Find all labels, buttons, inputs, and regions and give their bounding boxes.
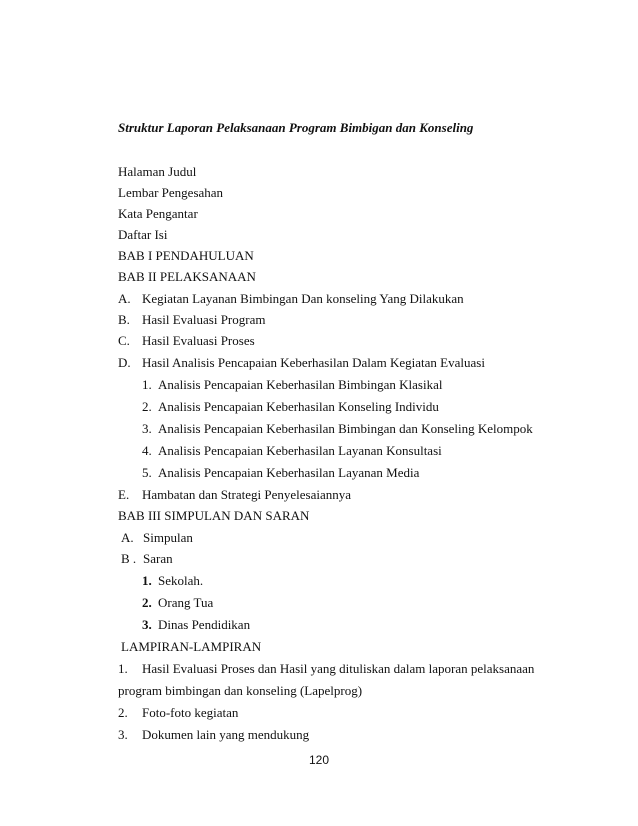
line-bab2-b (118, 312, 265, 328)
line-text: Orang Tua (158, 595, 214, 610)
line-lembar-pengesahan (118, 185, 223, 201)
line-marker: E. (118, 487, 130, 502)
line-marker: B. (118, 312, 130, 327)
line-text: Daftar Isi (118, 227, 168, 242)
line-d-4 (142, 443, 442, 459)
line-bab3-a (121, 530, 193, 546)
line-marker: 3. (142, 617, 152, 632)
line-marker: 2. (142, 595, 152, 610)
line-d-2 (142, 399, 439, 415)
line-lampiran (121, 639, 261, 655)
line-text: Hasil Analisis Pencapaian Keberhasilan Dalam Kegiatan Evaluasi (142, 355, 485, 370)
line-text: Analisis Pencapaian Keberhasilan Konseling Individu (158, 399, 439, 414)
line-text: program bimbingan dan konseling (Lapelprog) (118, 683, 363, 698)
line-halaman-judul (118, 164, 196, 180)
line-text: Saran (143, 551, 173, 566)
line-marker: 3. (118, 727, 128, 742)
line-text: Analisis Pencapaian Keberhasilan Layanan Konsultasi (158, 443, 442, 458)
line-text: Dinas Pendidikan (158, 617, 251, 632)
line-bab2-a (118, 291, 464, 307)
line-text: Kata Pengantar (118, 206, 198, 221)
line-text: BAB III SIMPULAN DAN SARAN (118, 508, 310, 523)
line-marker: 4. (142, 443, 152, 458)
line-marker: 2. (142, 399, 152, 414)
line-saran-3 (142, 617, 250, 633)
line-marker: 1. (118, 661, 128, 676)
line-saran-1 (142, 573, 203, 589)
line-bab2-d (118, 355, 485, 371)
line-marker: B . (121, 551, 137, 566)
line-kata-pengantar (118, 206, 198, 222)
line-lampiran-1 (118, 661, 534, 677)
line-d-3 (142, 421, 533, 437)
line-d-1 (142, 377, 442, 393)
line-marker: C. (118, 333, 130, 348)
line-text: Hasil Evaluasi Program (142, 312, 266, 327)
line-text: Hasil Evaluasi Proses (142, 333, 255, 348)
line-text: Analisis Pencapaian Keberhasilan Bimbingan dan Konseling Kelompok (158, 421, 533, 436)
line-daftar-isi (118, 227, 167, 243)
line-bab2-c (118, 333, 255, 349)
line-text: Analisis Pencapaian Keberhasilan Bimbingan Klasikal (158, 377, 443, 392)
line-text: LAMPIRAN-LAMPIRAN (121, 639, 262, 654)
line-text: Foto-foto kegiatan (142, 705, 239, 720)
line-text: BAB II PELAKSANAAN (118, 269, 256, 284)
line-marker: 5. (142, 465, 152, 480)
line-lampiran-2 (118, 705, 238, 721)
line-text: Lembar Pengesahan (118, 185, 224, 200)
line-lampiran-1-cont (118, 683, 362, 699)
line-text: Sekolah. (158, 573, 204, 588)
line-marker: A. (121, 530, 134, 545)
line-text: Dokumen lain yang mendukung (142, 727, 310, 742)
line-marker: 3. (142, 421, 152, 436)
document-title: Struktur Laporan Pelaksanaan Program Bimbigan dan Konseling (118, 120, 474, 135)
line-marker: 1. (142, 377, 152, 392)
line-text: BAB I PENDAHULUAN (118, 248, 254, 263)
line-text: Simpulan (143, 530, 193, 545)
page-number: 120 (308, 753, 330, 767)
line-text: Hasil Evaluasi Proses dan Hasil yang dituliskan dalam laporan pelaksanaan (142, 661, 535, 676)
line-text: Halaman Judul (118, 164, 197, 179)
line-text: Hambatan dan Strategi Penyelesaiannya (142, 487, 352, 502)
line-bab-1 (118, 248, 254, 264)
line-bab3-b (121, 551, 173, 567)
line-marker: 2. (118, 705, 128, 720)
line-bab-3 (118, 508, 309, 524)
line-marker: D. (118, 355, 131, 370)
line-marker: 1. (142, 573, 152, 588)
line-text: Kegiatan Layanan Bimbingan Dan konseling Yang Dilakukan (142, 291, 464, 306)
line-text: Analisis Pencapaian Keberhasilan Layanan Media (158, 465, 420, 480)
line-bab-2 (118, 269, 256, 285)
line-saran-2 (142, 595, 213, 611)
line-lampiran-3 (118, 727, 309, 743)
line-marker: A. (118, 291, 131, 306)
line-d-5 (142, 465, 419, 481)
line-bab2-e (118, 487, 351, 503)
